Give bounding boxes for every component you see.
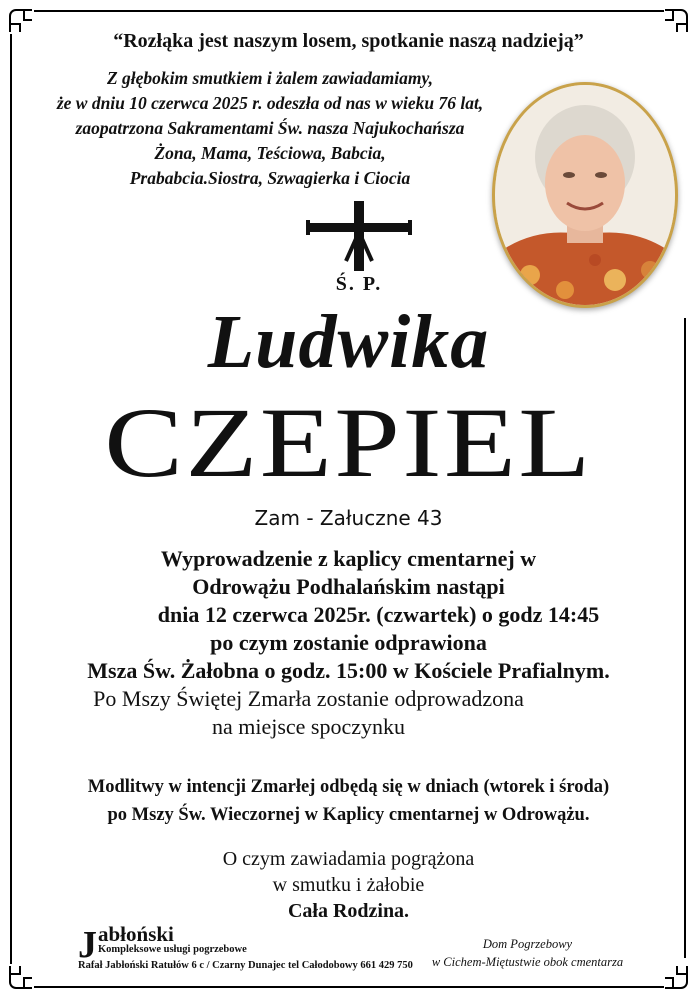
intro-line: że w dniu 10 czerwca 2025 r. odeszła od nas w wieku 76 lat, xyxy=(56,93,484,113)
deceased-first-name: Ludwika xyxy=(207,300,490,384)
ceremony-line: Wyprowadzenie z kaplicy cmentarnej w xyxy=(160,546,537,571)
ceremony-line: Odrowążu Podhalańskim nastąpi xyxy=(192,574,505,599)
intro-line: Z głębokim smutkiem i żalem zawiadamiamy, xyxy=(106,68,433,88)
residence-address: Zam - Załuczne 43 xyxy=(254,506,443,530)
ceremony-line: dnia 12 czerwca 2025r. (czwartek) o godz 14:45 xyxy=(157,602,600,627)
funeral-company-tagline: Kompleksowe usługi pogrzebowe xyxy=(98,944,247,955)
funeral-home-location xyxy=(420,935,635,971)
family-notice xyxy=(0,846,697,924)
cross-icon xyxy=(306,201,412,271)
intro-line: Żona, Mama, Teściowa, Babcia, xyxy=(154,143,386,163)
cross-emblem xyxy=(306,201,412,297)
prayer-line: Modlitwy w intencji Zmarłej odbędą się w dniach (wtorek i środa) xyxy=(87,777,610,797)
funeral-home-line: Dom Pogrzebowy xyxy=(482,937,573,951)
funeral-home-line: w Cichem-Miętustwie obok cmentarza xyxy=(431,955,624,969)
corner-ornament-top-right xyxy=(665,6,691,32)
funeral-company-contact: Rafał Jabłoński Ratułów 6 c / Czarny Dunajec tel Całodobowy 661 429 750 xyxy=(78,960,413,971)
corner-ornament-bottom-right xyxy=(665,966,691,992)
ceremony-line: po czym zostanie odprawiona xyxy=(210,630,487,655)
family-line: w smutku i żałobie xyxy=(272,874,425,896)
frame-top-line xyxy=(34,10,664,12)
portrait-image xyxy=(495,85,675,305)
funeral-ceremony-details xyxy=(0,545,697,741)
ceremony-line: na miejsce spoczynku xyxy=(211,714,406,739)
funeral-company-name: abłoński xyxy=(98,922,174,946)
intro-line: zaopatrzona Sakramentami Św. nasza Najukochańsza xyxy=(75,118,465,138)
funeral-company-logo-letter: J xyxy=(78,924,97,966)
ceremony-line: Po Mszy Świętej Zmarła zostanie odprowadzona xyxy=(93,686,524,711)
ceremony-line: Msza Św. Żałobna o godz. 15:00 w Kościele Prafialnym. xyxy=(87,658,610,683)
intro-line: Prababcia.Siostra, Szwagierka i Ciocia xyxy=(129,168,411,188)
deceased-portrait-photo xyxy=(492,82,678,308)
frame-bottom-line xyxy=(34,986,664,988)
prayer-information xyxy=(0,773,697,829)
deceased-last-name: CZEPIEL xyxy=(104,387,593,498)
cross-label: Ś. P. xyxy=(335,273,383,295)
announcement-intro xyxy=(40,66,500,191)
family-line: O czym zawiadamia pogrążona xyxy=(222,848,475,870)
corner-ornament-top-left xyxy=(6,6,32,32)
prayer-line: po Mszy Św. Wieczornej w Kaplicy cmentarnej w Odrowążu. xyxy=(107,805,590,825)
corner-ornament-bottom-left xyxy=(6,966,32,992)
family-line: Cała Rodzina. xyxy=(287,900,410,922)
motto-quote: “Rozłąka jest naszym losem, spotkanie naszą nadzieją” xyxy=(113,30,584,52)
